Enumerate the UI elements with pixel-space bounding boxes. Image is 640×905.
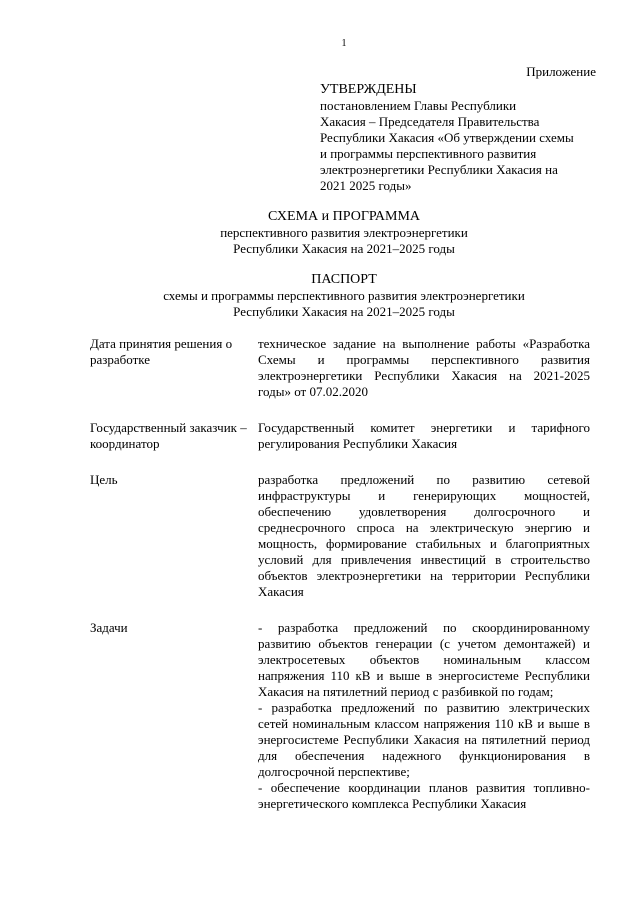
page-number: 1 [341,38,347,49]
passport-heading: ПАСПОРТ [311,272,377,287]
approval-line: Республики Хакасия «Об утверждении схемы [320,130,574,145]
row-value-paragraph: разработка предложений по развитию сетевой инфраструктуры и генерирующих мощностей, обеспечению удовлетворения долгосрочного и среднесрочного спроса на электрическую энергию и мощность, формирование стабильных и благоприятных условий для привлечения инвестиций в строительство объектов электроэнергетики на территории Республики Хакасия [258,472,590,599]
table-row [90,472,590,600]
row-label: Государственный заказчик – координатор [90,420,247,451]
passport-title [24,272,640,320]
approval-block [320,82,588,194]
table-row [90,336,590,400]
passport-table [90,336,590,812]
table-row [90,420,590,452]
row-value [258,472,590,600]
title-line: Республики Хакасия на 2021–2025 годы [233,241,455,256]
table-row [90,620,590,812]
approval-line: 2021 2025 годы» [320,178,412,193]
title-heading: СХЕМА и ПРОГРАММА [267,209,421,224]
row-value [258,420,590,452]
approval-line: электроэнергетики Республики Хакасия на [320,162,558,177]
approval-line: и программы перспективного развития [320,146,537,161]
passport-line: Республики Хакасия на 2021–2025 годы [233,304,455,319]
approval-line: постановлением Главы Республики [320,98,517,113]
row-value [258,620,590,812]
row-label: Дата принятия решения о разработке [90,336,233,367]
row-value [258,336,590,400]
row-value-paragraph: - разработка предложений по скоординированному развитию объектов генерации (с учетом демонтажей) и электросетевых объектов номинальным классом напряжения 110 кВ и выше в энергосистеме Республики Хакасия на пятилетний период с разбивкой по годам; [258,620,590,699]
passport-line: схемы и программы перспективного развития электроэнергетики [163,288,525,303]
row-value-paragraph: - обеспечение координации планов развития топливно-энергетического комплекса Республики Хакасия [258,780,590,811]
row-value-paragraph: техническое задание на выполнение работы «Разработка Схемы и программы перспективного развития электроэнергетики Республики Хакасия на 2021-2025 годы» от 07.02.2020 [258,336,590,399]
row-value-paragraph: - разработка предложений по развитию электрических сетей номинальным классом напряжения 110 кВ и выше в энергосистеме Республики Хакасия на пятилетний период для обеспечения надежного функционирования в долгосрочной перспективе; [258,700,590,779]
title-line: перспективного развития электроэнергетики [220,225,468,240]
document-title [24,209,640,257]
row-value-paragraph: Государственный комитет энергетики и тарифного регулирования Республики Хакасия [258,420,590,451]
approval-heading: УТВЕРЖДЕНЫ [320,82,417,97]
row-label: Цель [90,472,118,487]
appendix-label: Приложение [526,64,596,79]
approval-line: Хакасия – Председателя Правительства [320,114,540,129]
row-label: Задачи [90,620,128,635]
